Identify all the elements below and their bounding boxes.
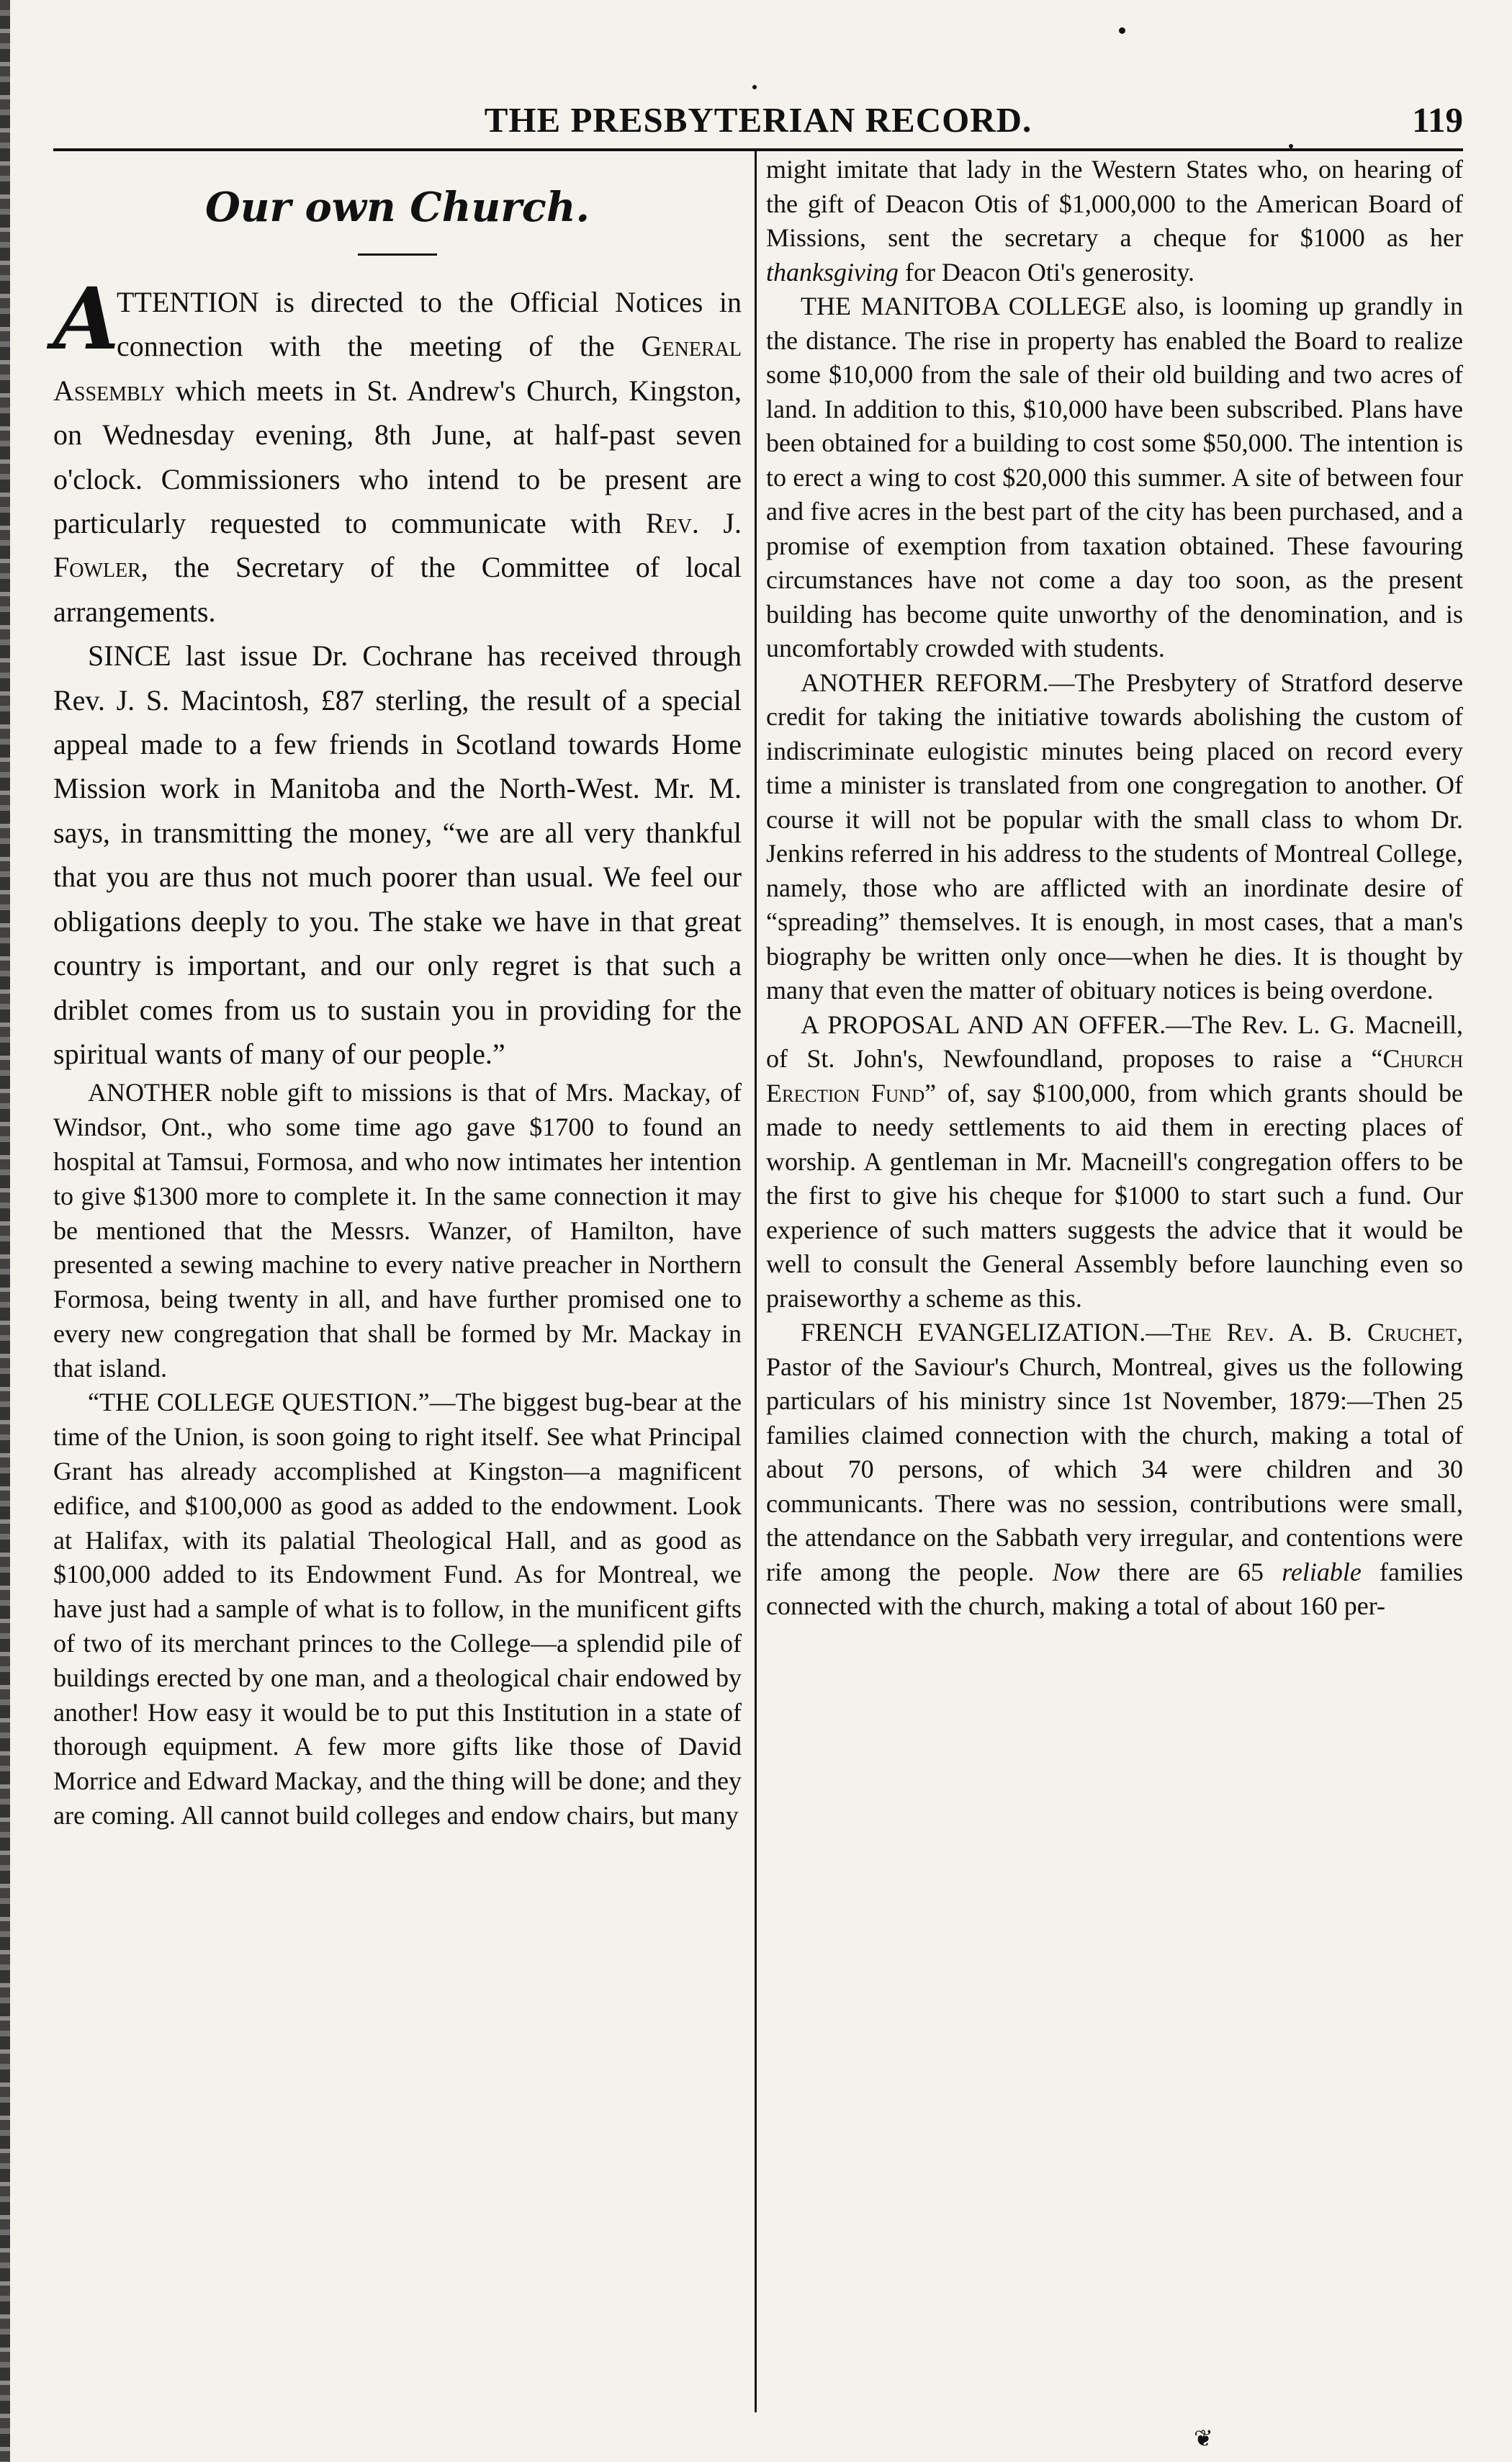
ink-speck — [752, 85, 757, 89]
manitoba-college-paragraph: THE MANITOBA COLLEGE also, is looming up grandly in the distance. The rise in property has enabled the Board to realize some $10,000 from the sale of their old building and two acres of land. In addition to this, $10,000 have been subscribed. Plans have been obtained for a building to cost some $50,000. The intention is to erect a wing to cost $20,000 this summer. A site of between four and five acres in the best part of the city has been purchased, and a promise of exemption from taxation obtained. These favouring circumstances have not come a day too soon, as the present building has become quite unworthy of the denomination, and is uncomfortably crowded with students. — [766, 292, 1463, 662]
scanned-page-edge — [0, 0, 10, 2462]
running-header — [53, 95, 1463, 145]
heading-rule — [358, 253, 437, 256]
proposal-paragraph: A PROPOSAL AND AN OFFER.—The Rev. L. G. Macneill, of St. John's, Newfoundland, proposes to raise a “Church Erection Fund” of, say $100,000, from which grants should be made to needy settlements to aid them in erecting places of worship. A gentleman in Mr. Macneill's congregation offers to be the first to give his cheque for $1000 to start such a fund. Our experience of such matters suggests the advice that it would be well to consult the General Assembly before launching even so praiseworthy a scheme as this. — [766, 1010, 1463, 1313]
header-rule — [53, 148, 1463, 151]
journal-title: THE PRESBYTERIAN RECORD. — [484, 100, 1032, 140]
section-heading: Our own Church. — [204, 184, 590, 231]
ink-speck — [1119, 27, 1125, 34]
left-column — [53, 180, 742, 1833]
mission-gift-paragraph: ANOTHER noble gift to missions is that of Mrs. Mackay, of Windsor, Ont., who some time ago gave $1700 to found an hospital at Tamsui, Formosa, and who now intimates her intention to give $1300 more to complete it. In the same connection it may be mentioned that the Messrs. Wanzer, of Hamilton, have presented a sewing machine to every native preacher in Northern Formosa, being twenty in all, and have further promised one to every new congregation that shall be formed by Mr. Mackay in that island. — [53, 1078, 742, 1383]
french-evangelization-paragraph: FRENCH EVANGELIZATION.—The Rev. A. B. Cruchet, Pastor of the Saviour's Church, Montreal, gives us the following particulars of his ministry since 1st November, 1879:—Then 25 families claimed connection with the church, making a total of about 70 persons, of which 34 were children and 30 communicants. There was no session, contributions were small, the attendance on the Sabbath very irregular, and contentions were rife among the people. Now there are 65 reliable families connected with the church, making a total of about 160 per- — [766, 1318, 1463, 1620]
printer-ornament: ❦ — [1194, 2425, 1213, 2451]
continuation-paragraph: might imitate that lady in the Western States who, on hearing of the gift of Deacon Otis of $1,000,000 to the American Board of Missions, sent the secretary a cheque for $1000 as her thanksgiving for Deacon Oti's generosity. — [766, 155, 1463, 287]
page-number: 119 — [1412, 100, 1463, 140]
college-question-paragraph: “THE COLLEGE QUESTION.”—The biggest bug-bear at the time of the Union, is soon going to right itself. See what Principal Grant has already accomplished at Kingston—a magnificent edifice, and $100,000 as good as added to the endowment. Look at Halifax, with its palatial Theological Hall, and as good as $100,000 added to its Endowment Fund. As for Montreal, we have just had a sample of what is to follow, in the munificent gifts of two of its merchant princes to the College—a splendid pile of buildings erected by one man, and a theological chair endowed by another! How easy it would be to put this Institution in a state of thorough equipment. A few more gifts like those of David Morrice and Edward Mackay, and the thing will be done; and they are coming. All cannot build colleges and endow chairs, but many — [53, 1388, 742, 1830]
another-reform-paragraph: ANOTHER REFORM.—The Presbytery of Stratford deserve credit for taking the initiative towards abolishing the custom of indiscriminate eulogistic minutes being placed on record every time a minister is translated from one congregation to another. Of course it will not be popular with the small class to whom Dr. Jenkins referred in his address to the students of Montreal College, namely, those who are afflicted with an inordinate desire of “spreading” themselves. It is enough, in most cases, that a man's biography be written only once—when he dies. It is thought by many that even the matter of obituary notices is being overdone. — [766, 668, 1463, 1005]
right-column — [766, 153, 1463, 1624]
drop-cap: A — [53, 269, 120, 369]
column-divider — [755, 151, 757, 2412]
attention-paragraph: A TTENTION is directed to the Official Notices in connection with the meeting of the General Assembly which meets in St. Andrew's Church, Kingston, on Wednesday evening, 8th June, at half-past seven o'clock. Commissioners who intend to be present are particularly requested to communicate with Rev. J. Fowler, the Secretary of the Committee of local arrangements. — [53, 269, 742, 628]
since-paragraph: SINCE last issue Dr. Cochrane has received through Rev. J. S. Macintosh, £87 sterling, the result of a special appeal made to a few friends in Scotland towards Home Mission work in Manitoba and the North-West. Mr. M. says, in transmitting the money, “we are all very thankful that you are thus not much poorer than usual. We feel our obligations deeply to you. The stake we have in that great country is important, and our only regret is that such a driblet comes from us to sustain you in providing for the spiritual wants of many of our people.” — [53, 639, 742, 1070]
